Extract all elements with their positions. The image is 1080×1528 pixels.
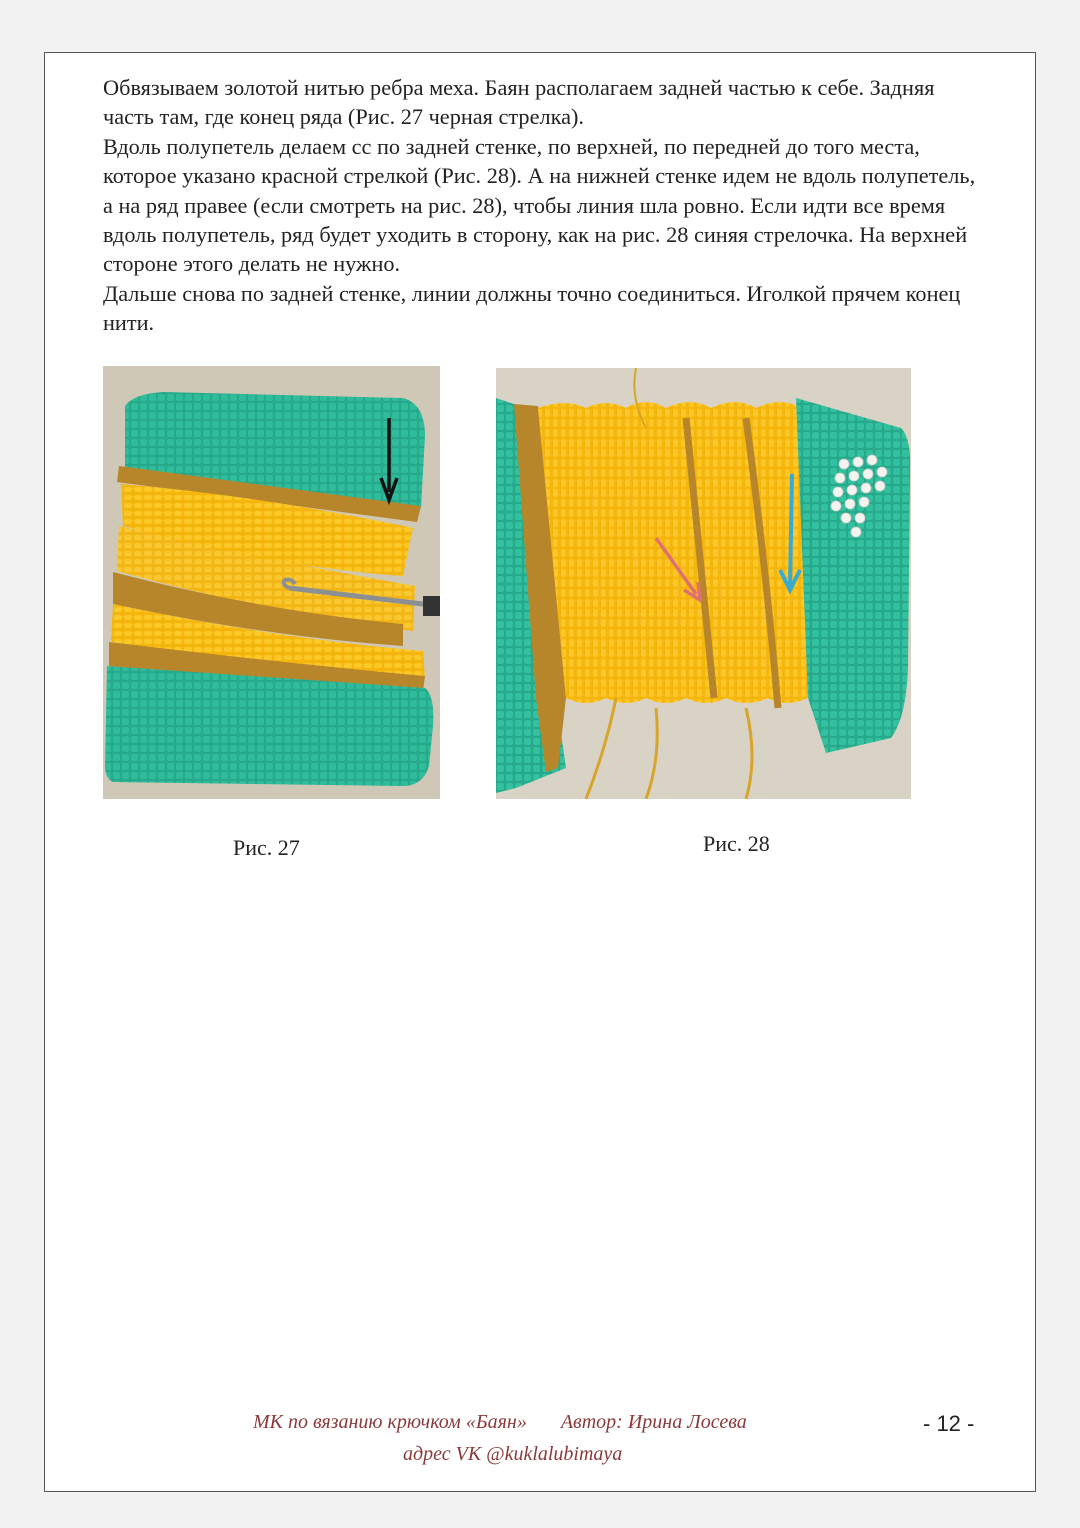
document-page [44,52,1036,1492]
footer-title: МК по вязанию крючком «Баян» [253,1411,527,1433]
paragraph-2: Вдоль полупетель делаем сс по задней стенке, по верхней, по передней до того места, которое указано красной стрелкой (Рис. 28). А на нижней стенке идем не вдоль полупетель, а на ряд правее (если смотреть на рис. 28), чтобы линия шла ровно. Если идти все время вдоль полупетель, ряд будет уходить в сторону, как на рис. 28 синяя стрелочка. На верхней стороне этого делать не нужно. [103,133,976,277]
paragraph-3: Дальше снова по задней стенке, линии должны точно соединиться. Иголкой прячем конец нити. [103,280,961,336]
figure-27-caption: Рис. 27 [233,835,300,860]
figure-28-caption: Рис. 28 [703,831,770,856]
footer-address: адрес VK @kuklalubimaya [403,1443,623,1465]
body-text [103,73,983,338]
blue-arrow [790,474,792,586]
footer-title-line [253,1411,747,1434]
figure-27-photo [103,366,440,799]
figure-28-photo [496,368,911,799]
paragraph-1: Обвязываем золотой нитью ребра меха. Баян располагаем задней частью к себе. Задняя часть там, где конец ряда (Рис. 27 черная стрелка). [103,75,935,130]
footer-author: Автор: Ирина Лосева [560,1411,747,1433]
page-number: - 12 - [923,1411,975,1436]
